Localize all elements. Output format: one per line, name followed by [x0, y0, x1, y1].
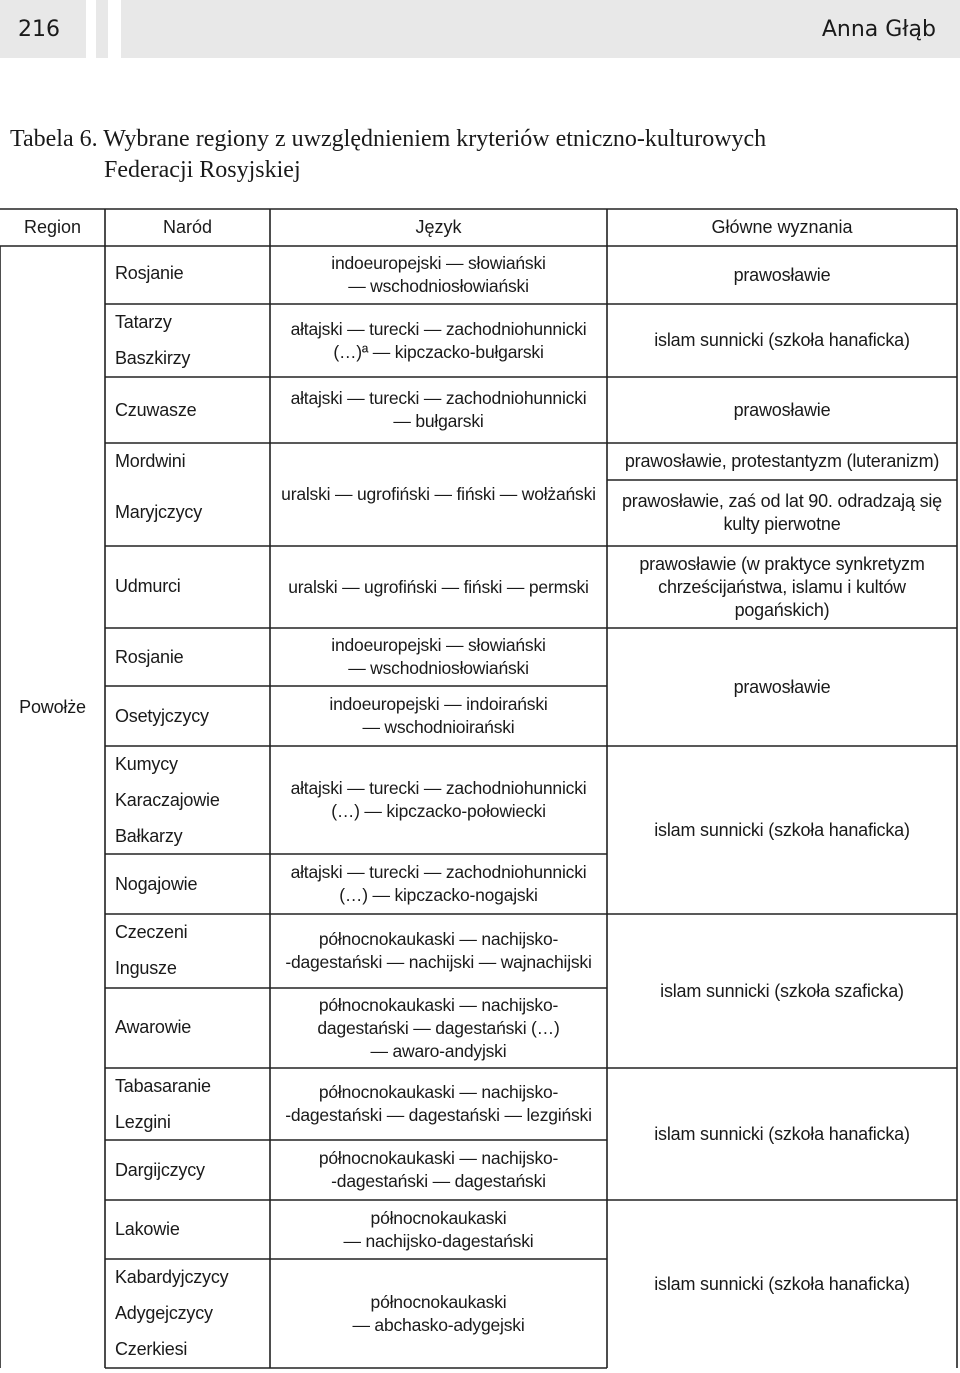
religion-cell: prawosławie	[733, 676, 831, 697]
table-title-line1: Wybrane regiony z uwzględnieniem kryteriów etniczno-kulturowych	[103, 126, 767, 152]
nation-cell: Dargijczycy	[115, 1160, 205, 1180]
language-cell: ałtajski — turecki — zachodniohunnicki (…) — kipczacko-połowiecki	[290, 778, 587, 821]
nation-cell: Baszkirzy	[115, 348, 191, 368]
language-cell: indoeuropejski — słowiański — wschodniosłowiański	[331, 635, 546, 678]
nation-cell: Awarowie	[115, 1017, 192, 1037]
nation-cell: Udmurci	[115, 576, 181, 596]
header-nation: Naród	[162, 217, 213, 237]
header-language: Język	[415, 217, 462, 237]
nation-cell: Rosjanie	[115, 647, 184, 667]
nation-cell: Mordwini	[115, 451, 186, 471]
header-region: Region	[23, 217, 82, 237]
nation-cell: Czerkiesi	[115, 1339, 188, 1359]
religion-cell: prawosławie, zaś od lat 90. odradzają się kulty pierwotne	[622, 491, 942, 534]
religion-cell: islam sunnicki (szkoła hanaficka)	[654, 1273, 910, 1294]
language-cell: północnokaukaski — nachijsko-dagestański	[343, 1207, 534, 1251]
language-cell: północnokaukaski — nachijsko- dagestański — dagestański (…) — awaro-andyjski	[317, 994, 560, 1061]
nation-cell: Nogajowie	[115, 874, 198, 894]
language-cell: ałtajski — turecki — zachodniohunnicki (…) — kipczacko-nogajski	[290, 862, 587, 905]
nation-cell: Ingusze	[115, 958, 177, 978]
nation-cell: Czeczeni	[115, 922, 188, 942]
nation-cell: Osetyjczycy	[115, 706, 209, 726]
language-cell: ałtajski — turecki — zachodniohunnicki (…)ª — kipczacko-bułgarski	[290, 318, 587, 362]
language-cell: uralski — ugrofiński — fiński — wołżański	[281, 484, 596, 504]
language-cell: północnokaukaski — nachijsko- -dagestański — dagestański	[318, 1148, 559, 1191]
running-author: Anna Głąb	[821, 17, 936, 42]
language-cell: uralski — ugrofiński — fiński — permski	[288, 576, 589, 597]
nation-cell: Lezgini	[115, 1112, 171, 1132]
religion-cell: prawosławie	[733, 399, 831, 420]
language-cell: indoeuropejski — słowiański — wschodniosłowiański	[331, 253, 546, 296]
religion-cell: islam sunnicki (szkoła szaficka)	[660, 980, 904, 1001]
nation-cell: Tabasaranie	[115, 1076, 211, 1096]
table-label: Tabela 6.	[10, 126, 98, 152]
nation-cell: Kumycy	[115, 754, 178, 774]
language-cell: północnokaukaski — nachijsko- -dagestański — dagestański — lezgiński	[285, 1082, 592, 1125]
nation-cell: Bałkarzy	[115, 826, 183, 846]
nation-cell: Czuwasze	[115, 400, 197, 420]
nation-cell: Karaczajowie	[115, 790, 220, 810]
nation-cell: Kabardyjczycy	[115, 1267, 229, 1287]
religion-cell: prawosławie (w praktyce synkretyzm chrześcijaństwa, islamu i kultów pogańskich)	[639, 553, 925, 620]
language-cell: indoeuropejski — indoirański — wschodnioirański	[329, 694, 548, 737]
language-cell: ałtajski — turecki — zachodniohunnicki — bułgarski	[290, 388, 587, 431]
religion-cell: prawosławie, protestantyzm (luteranizm)	[624, 451, 940, 471]
nation-cell: Tatarzy	[115, 312, 172, 332]
nation-cell: Adygejczycy	[115, 1303, 213, 1323]
header-religion: Główne wyznania	[711, 217, 853, 237]
religion-cell: islam sunnicki (szkoła hanaficka)	[654, 330, 910, 350]
religion-cell: islam sunnicki (szkoła hanaficka)	[654, 819, 910, 840]
nation-cell: Lakowie	[115, 1219, 180, 1239]
nation-cell: Maryjczycy	[115, 502, 202, 522]
page-number: 216	[18, 17, 60, 42]
religion-cell: prawosławie	[733, 264, 831, 285]
nation-cell: Rosjanie	[115, 263, 184, 283]
language-cell: północnokaukaski — abchasko-adygejski	[352, 1291, 525, 1335]
table-title-line2: Federacji Rosyjskiej	[104, 157, 301, 183]
religion-cell: islam sunnicki (szkoła hanaficka)	[654, 1123, 910, 1144]
language-cell: północnokaukaski — nachijsko- -dagestański — nachijski — wajnachijski	[285, 929, 592, 972]
region-cell: Powołże	[19, 696, 86, 717]
